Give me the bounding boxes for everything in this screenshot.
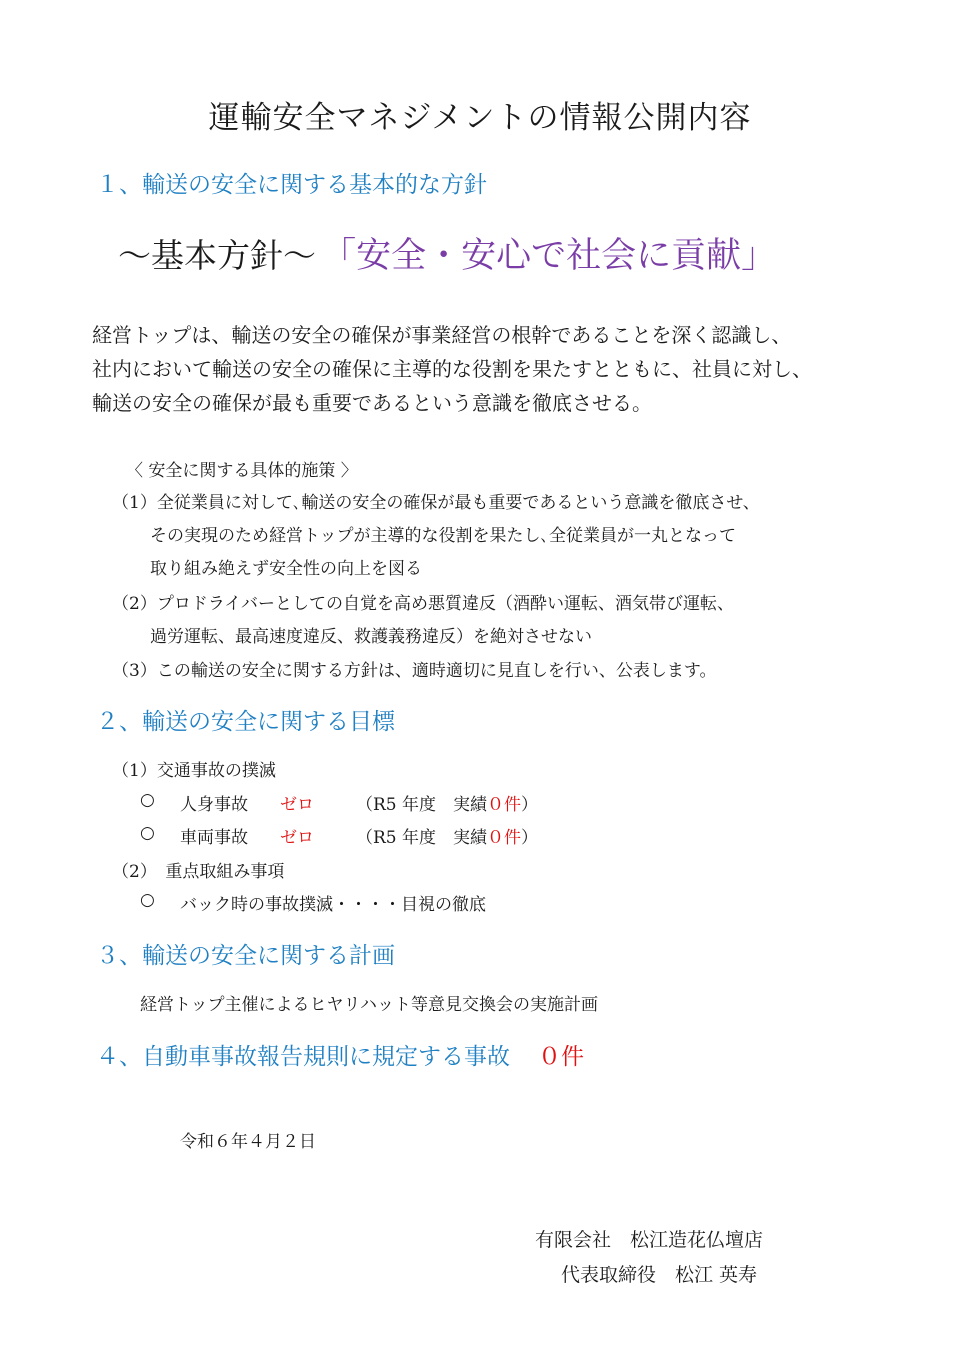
section3-heading: ３、輸送の安全に関する計画 — [96, 943, 395, 969]
measure-line-6: （3）この輸送の安全に関する方針は、適時適切に見直しを行い、公表します。 — [112, 661, 717, 681]
section1-heading: １、輸送の安全に関する基本的な方針 — [96, 172, 487, 198]
goal-row-note: （R5 年度 実績０件） — [356, 795, 539, 815]
document-date: 令和６年４月２日 — [180, 1132, 316, 1152]
goal-item1-label: （1）交通事故の撲滅 — [112, 761, 276, 781]
goal-row-name: 車両事故 — [180, 828, 248, 848]
paragraph-line-1: 経営トップは、輸送の安全の確保が事業経営の根幹であることを深く認識し、 — [92, 323, 792, 347]
goal-row-status: ゼロ — [280, 795, 314, 815]
paragraph-line-2: 社内において輸送の安全の確保に主導的な役割を果たすとともに、社員に対し、 — [92, 357, 812, 381]
goal-item2-text: バック時の事故撲滅・・・・目視の徹底 — [180, 895, 486, 915]
measure-line-3: 取り組み絶えず安全性の向上を図る — [150, 559, 422, 579]
paragraph-line-3: 輸送の安全の確保が最も重要であるという意識を徹底させる。 — [92, 391, 652, 415]
measures-heading: 〈 安全に関する具体的施策 〉 — [126, 461, 358, 481]
section4-heading: ４、自動車事故報告規則に規定する事故 ０件 — [96, 1044, 584, 1070]
goal-item2-row — [140, 890, 486, 915]
bullet-circle-icon: ○ — [140, 890, 155, 910]
goal-row-2 — [140, 823, 539, 848]
accident-count: ０件 — [538, 1044, 584, 1070]
measure-line-2: その実現のため経営トップが主導的な役割を果たし､全従業員が一丸となって — [150, 526, 736, 546]
page-title: 運輸安全マネジメントの情報公開内容 — [208, 100, 752, 136]
bullet-circle-icon: ○ — [140, 790, 155, 810]
goal-row-name: 人身事故 — [180, 795, 248, 815]
policy-prefix: ～基本方針～ — [118, 236, 316, 275]
policy-line — [118, 228, 776, 278]
bullet-circle-icon: ○ — [140, 823, 155, 843]
representative-name: 代表取締役 松江 英寿 — [561, 1264, 758, 1286]
measure-line-1: （1）全従業員に対して､輸送の安全の確保が最も重要であるという意識を徹底させ、 — [112, 493, 760, 513]
goal-row-status: ゼロ — [280, 828, 314, 848]
plan-text: 経営トップ主催によるヒヤリハット等意見交換会の実施計画 — [140, 995, 598, 1015]
goal-item2-label: （2） 重点取組み事項 — [112, 862, 285, 882]
measure-line-4: （2）プロドライバーとしての自覚を高め悪質違反（酒酔い運転、酒気帯び運転、 — [112, 594, 734, 614]
section2-heading: ２、輸送の安全に関する目標 — [96, 709, 395, 735]
measure-line-5: 過労運転、最高速度違反、救護義務違反）を絶対させない — [150, 627, 592, 647]
company-name: 有限会社 松江造花仏壇店 — [535, 1229, 764, 1251]
goal-row-1 — [140, 790, 539, 815]
policy-main: 「安全・安心で社会に貢献」 — [321, 236, 777, 276]
goal-row-note: （R5 年度 実績０件） — [356, 828, 539, 848]
